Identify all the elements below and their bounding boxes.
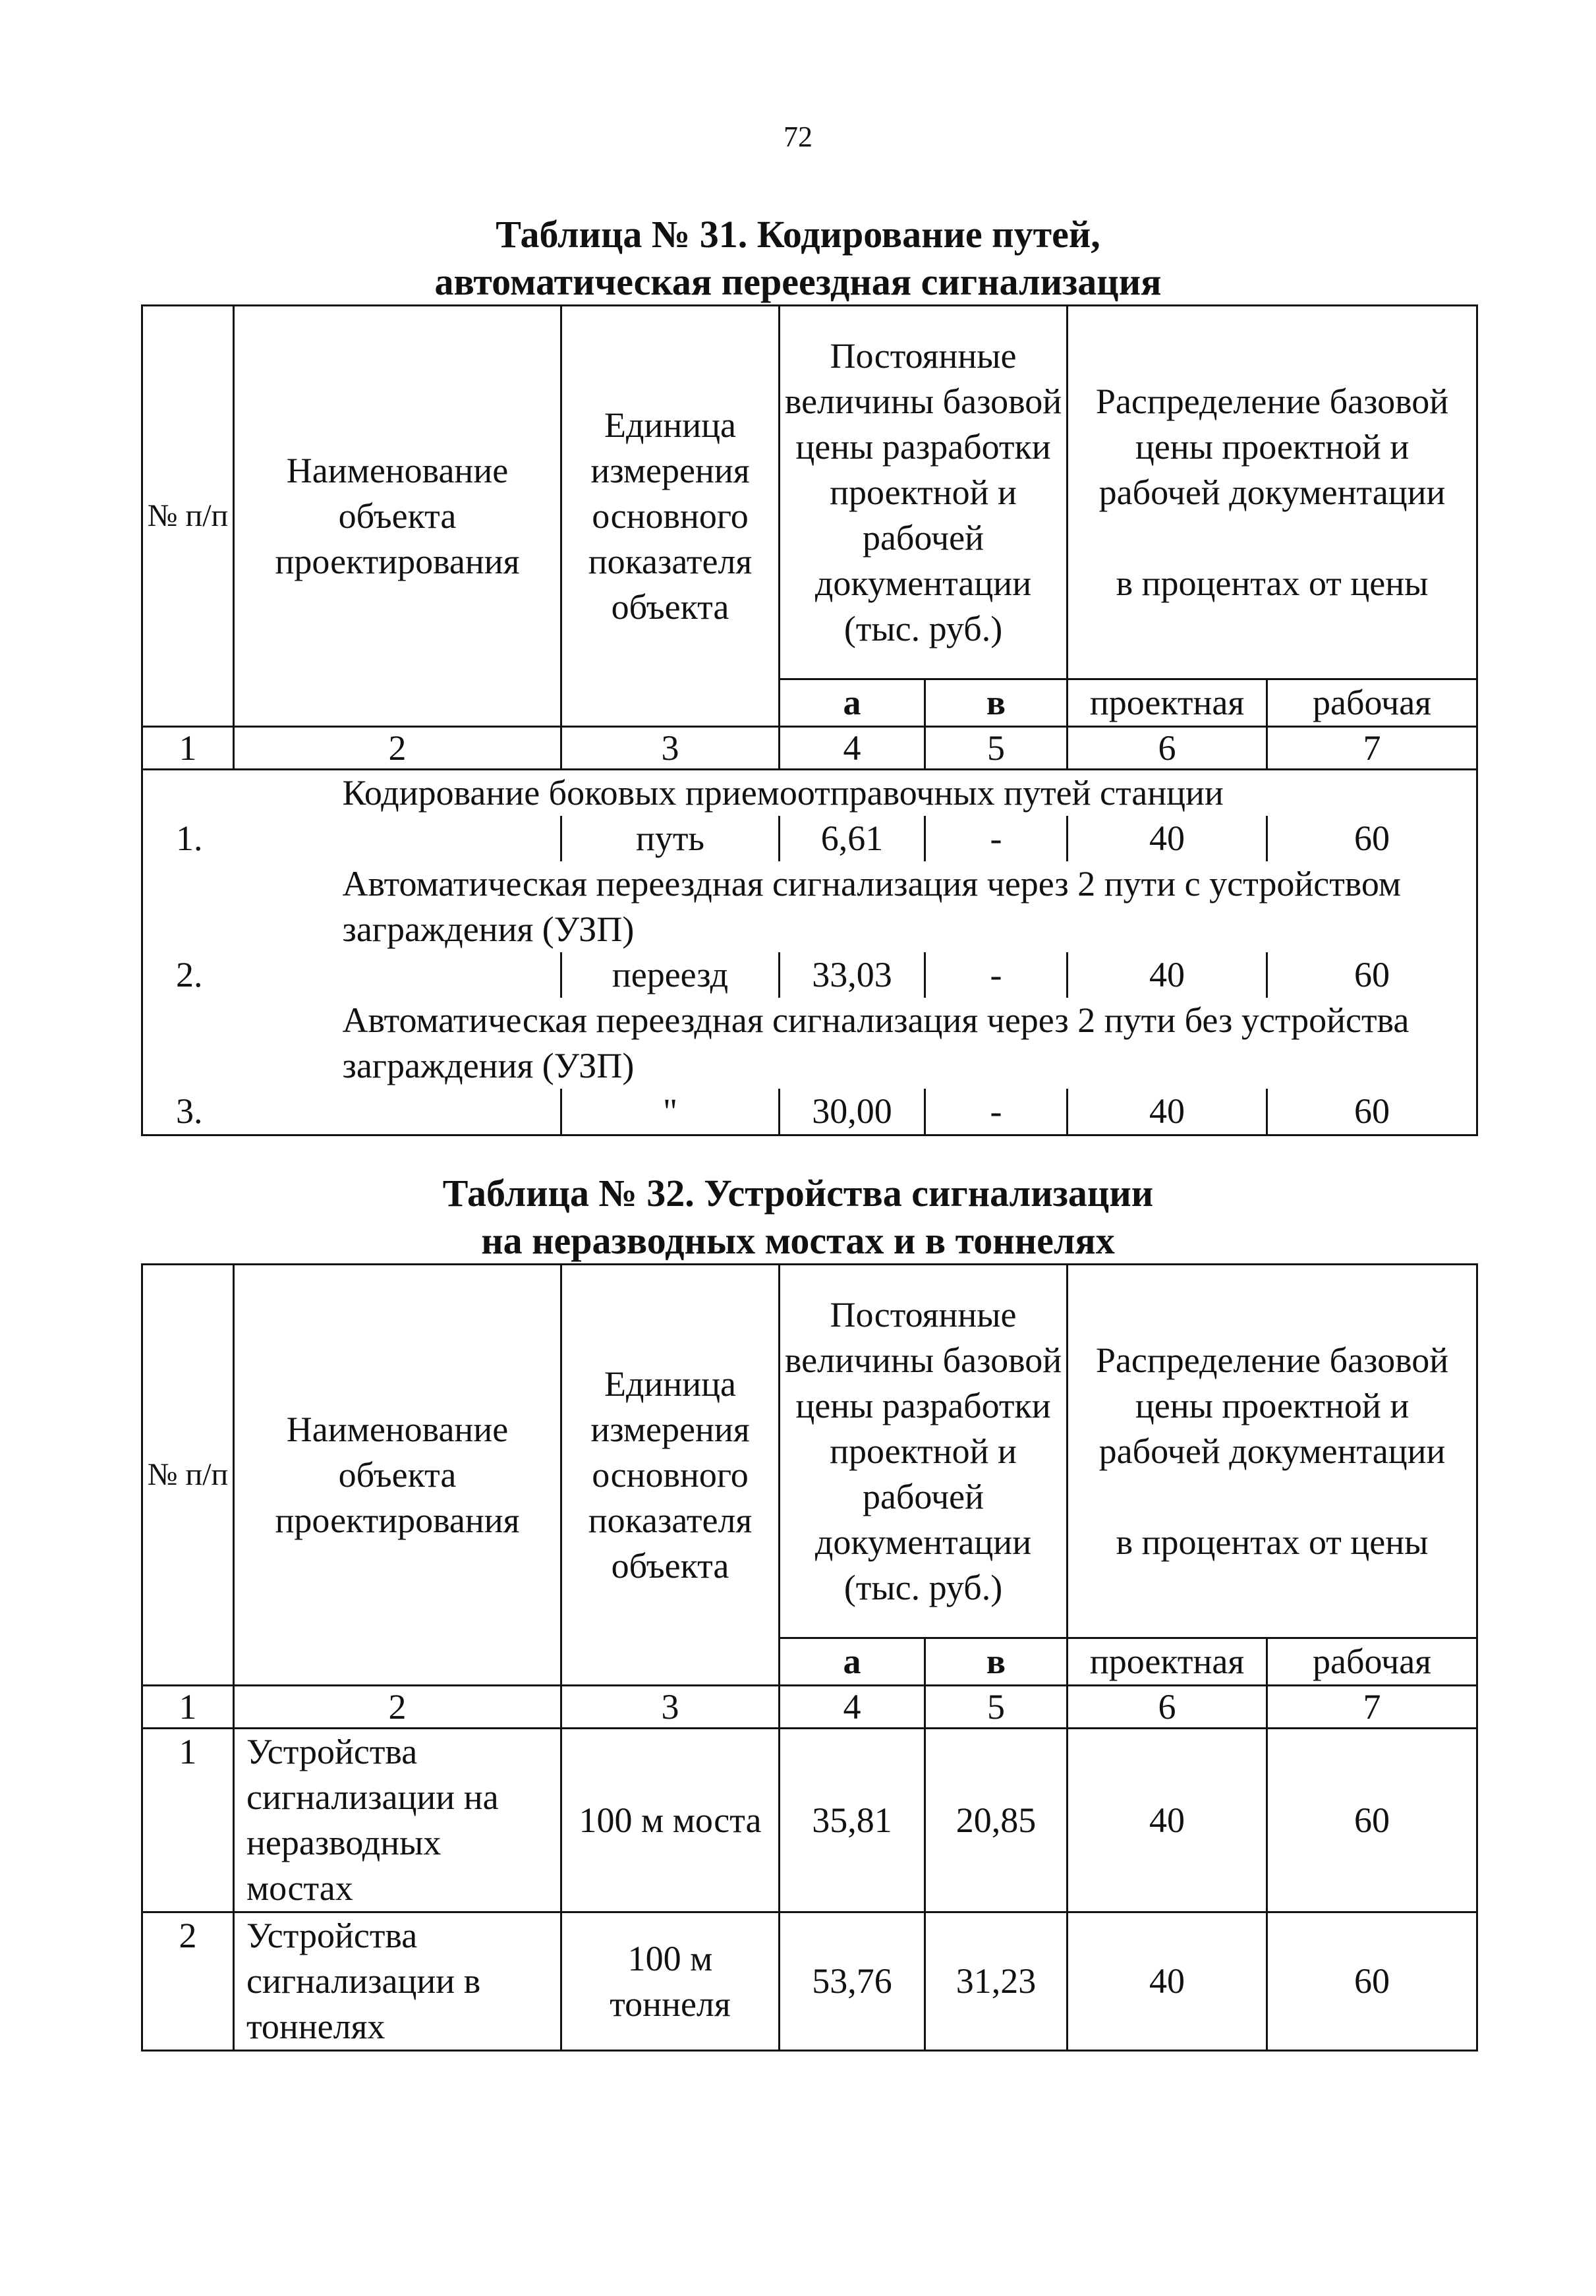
col-number: 7 [1267,727,1477,770]
header-price: Постоянные величины базовой цены разработки проектной и рабочей документации (тыс. руб.) [780,1265,1068,1638]
col-number: 1 [142,1686,234,1729]
col-number: 5 [925,727,1068,770]
header-no: № п/п [142,306,234,727]
column-numbers-row [142,727,1477,770]
header-distribution [1068,1265,1477,1638]
row-name: Устройства сигнализации на неразводных мостах [234,1729,561,1912]
row-working: 60 [1267,816,1477,861]
table-32 [141,1263,1478,2052]
col-number: 2 [234,1686,561,1729]
section-title-row [142,770,1477,817]
section-title: Автоматическая переездная сигнализация через 2 пути с устройством заграждения (УЗП) [234,861,1477,952]
row-a: 30,00 [780,1089,925,1135]
row-a: 33,03 [780,952,925,998]
row-working: 60 [1267,1912,1477,2051]
header-a: а [780,679,925,727]
row-unit: переезд [561,952,780,998]
col-number: 4 [780,727,925,770]
table-row [142,1912,1477,2051]
row-unit: путь [561,816,780,861]
header-distribution-text: Распределение базовой цены проектной и рабочей документации [1095,381,1449,512]
table-32-caption-line2: на неразводных мостах и в тоннелях [481,1219,1115,1262]
row-project: 40 [1068,1912,1267,2051]
row-unit: " [561,1089,780,1135]
row-number: 1 [142,1729,234,1912]
header-v: в [925,679,1068,727]
row-number: 2. [142,952,234,998]
row-project: 40 [1068,816,1267,861]
header-no: № п/п [142,1265,234,1686]
col-number: 1 [142,727,234,770]
section-title: Автоматическая переездная сигнализация через 2 пути без устройства заграждения (УЗП) [234,998,1477,1089]
table-row [142,1729,1477,1912]
header-unit: Единица измерения основного показателя объекта [561,1265,780,1686]
header-v: в [925,1638,1068,1686]
header-price: Постоянные величины базовой цены разработки проектной и рабочей документации (тыс. руб.) [780,306,1068,679]
column-numbers-row [142,1686,1477,1729]
section-title: Кодирование боковых приемоотправочных путей станции [234,770,1477,817]
col-number: 3 [561,1686,780,1729]
table-32-caption [0,1170,1596,1265]
row-v: - [925,952,1068,998]
header-distribution-text: Распределение базовой цены проектной и рабочей документации [1095,1340,1449,1471]
table-31-caption-line1: Таблица № 31. Кодирование путей, [496,213,1100,256]
table-row [142,816,1477,861]
row-name: Устройства сигнализации в тоннелях [234,1912,561,2051]
page-number: 72 [784,121,812,153]
row-working: 60 [1267,1729,1477,1912]
header-working: рабочая [1267,1638,1477,1686]
row-a: 35,81 [780,1729,925,1912]
col-number: 5 [925,1686,1068,1729]
header-working: рабочая [1267,679,1477,727]
row-a: 53,76 [780,1912,925,2051]
row-working: 60 [1267,952,1477,998]
table-32-caption-line1: Таблица № 32. Устройства сигнализации [442,1172,1154,1215]
row-v: - [925,1089,1068,1135]
row-number: 2 [142,1912,234,2051]
row-v: - [925,816,1068,861]
row-working: 60 [1267,1089,1477,1135]
section-title-row [142,861,1477,952]
table-row [142,952,1477,998]
table-row [142,1089,1477,1135]
header-unit: Единица измерения основного показателя объекта [561,306,780,727]
table-31 [141,304,1478,1136]
col-number: 6 [1068,727,1267,770]
row-number: 3. [142,1089,234,1135]
header-name: Наименование объекта проектирования [234,306,561,727]
header-project: проектная [1068,679,1267,727]
col-number: 3 [561,727,780,770]
header-percent: в процентах от цены [1116,1522,1429,1562]
header-distribution [1068,306,1477,679]
header-percent: в процентах от цены [1116,563,1429,603]
section-title-row [142,998,1477,1089]
row-project: 40 [1068,952,1267,998]
col-number: 4 [780,1686,925,1729]
table-31-caption [0,211,1596,306]
row-v: 31,23 [925,1912,1068,2051]
header-a: а [780,1638,925,1686]
row-project: 40 [1068,1089,1267,1135]
col-number: 2 [234,727,561,770]
row-number: 1. [142,816,234,861]
row-v: 20,85 [925,1729,1068,1912]
header-project: проектная [1068,1638,1267,1686]
table-31-caption-line2: автоматическая переездная сигнализация [434,260,1162,303]
col-number: 7 [1267,1686,1477,1729]
row-a: 6,61 [780,816,925,861]
row-unit: 100 м тоннеля [561,1912,780,2051]
col-number: 6 [1068,1686,1267,1729]
row-project: 40 [1068,1729,1267,1912]
header-name: Наименование объекта проектирования [234,1265,561,1686]
row-unit: 100 м моста [561,1729,780,1912]
